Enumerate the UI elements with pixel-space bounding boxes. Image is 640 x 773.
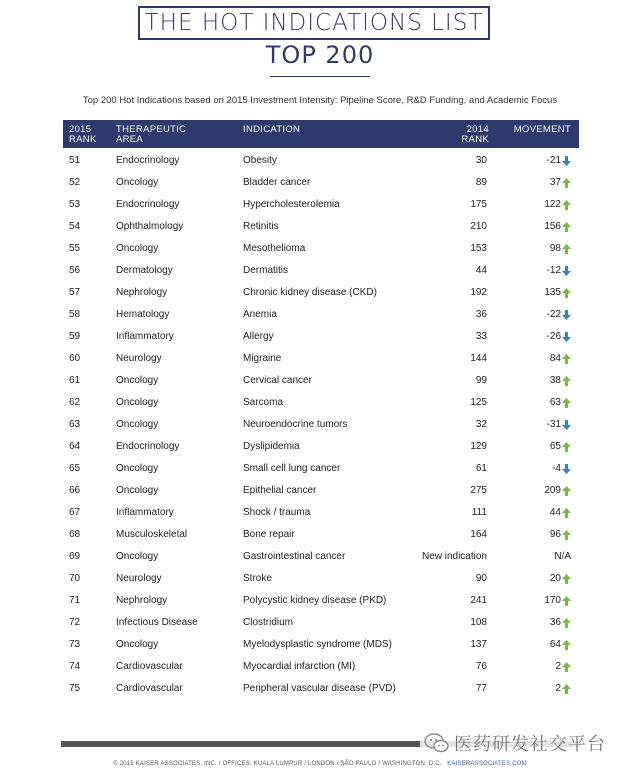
arrow-up-icon [562,222,571,232]
table-row [63,370,579,392]
rank-cell: 65 [69,463,81,474]
area-cell: Oncology [116,243,159,254]
table-row [63,282,579,304]
arrow-up-icon [562,640,571,650]
prev-rank-cell: 175 [470,199,487,210]
indication-cell: Migraine [243,353,282,364]
arrow-up-icon [562,244,571,254]
rank-cell: 53 [69,199,81,210]
footer [0,761,640,767]
prev-rank-cell: 129 [470,441,487,452]
prev-rank-cell: 61 [475,463,487,474]
prev-rank-cell: 44 [475,265,487,276]
movement-cell [550,375,571,386]
movement-cell [555,661,571,672]
watermark-text: 医药研发社交平台 [454,734,606,755]
banner-title-box [138,6,490,40]
indication-cell: Gastrointestinal cancer [243,551,346,562]
table-row [63,458,579,480]
table-row [63,194,579,216]
table-row [63,546,579,568]
table-row [63,304,579,326]
prev-rank-cell: 32 [475,419,487,430]
prev-rank-cell: 89 [475,177,487,188]
table-row [63,216,579,238]
movement-value: 37 [549,177,561,188]
area-cell: Infectious Disease [116,617,198,628]
rank-cell: 62 [69,397,81,408]
prev-rank-cell: 275 [470,485,487,496]
arrow-up-icon [562,398,571,408]
arrow-down-icon [562,266,571,276]
indication-cell: Peripheral vascular disease (PVD) [243,683,396,694]
movement-value: 2 [555,683,561,694]
indication-cell: Epithelial cancer [243,485,317,496]
area-cell: Cardiovascular [116,683,183,694]
table-row [63,260,579,282]
indication-cell: Small cell lung cancer [243,463,341,474]
arrow-down-icon [562,156,571,166]
rank-cell: 61 [69,375,81,386]
header-indication: INDICATION [243,124,301,135]
indication-cell: Allergy [243,331,274,342]
movement-cell [547,155,571,166]
indication-cell: Stroke [243,573,272,584]
table-header [63,120,579,148]
arrow-up-icon [562,486,571,496]
prev-rank-cell: 192 [470,287,487,298]
movement-cell [547,309,571,320]
indication-cell: Dermatitis [243,265,289,276]
movement-value: -26 [546,331,561,342]
movement-value: 122 [544,199,561,210]
arrow-up-icon [562,574,571,584]
movement-cell [550,507,571,518]
movement-cell [550,243,571,254]
banner-title: THE HOT INDICATIONS LIST [144,10,484,36]
arrow-up-icon [562,662,571,672]
area-cell: Endocrinology [116,155,180,166]
rank-cell: 57 [69,287,81,298]
movement-cell [550,617,571,628]
indication-cell: Dyslipidemia [243,441,300,452]
movement-value: -31 [546,419,561,430]
movement-value: 65 [549,441,561,452]
prev-rank-cell: 125 [470,397,487,408]
footer-text: © 2015 KAISER ASSOCIATES, INC. / OFFICES: KUALA LUMPUR / LONDON / SÃO PAULO / WASHINGTON, D.C. [113,761,442,767]
arrow-down-icon [562,464,571,474]
arrow-up-icon [562,200,571,210]
table-row [63,502,579,524]
movement-value: 36 [549,617,561,628]
movement-cell [550,177,571,188]
prev-rank-cell: 137 [470,639,487,650]
movement-cell [550,441,571,452]
table-row [63,436,579,458]
movement-cell [544,199,571,210]
area-cell: Endocrinology [116,199,180,210]
arrow-up-icon [562,442,571,452]
table-row [63,656,579,678]
movement-value: -4 [552,463,561,474]
movement-value: 38 [549,375,561,386]
prev-rank-cell: 241 [470,595,487,606]
header-prev-rank: 2014 RANK [461,124,489,145]
movement-cell [554,551,571,562]
movement-value: -21 [546,155,561,166]
movement-value: 64 [549,639,561,650]
rank-cell: 74 [69,661,81,672]
rank-cell: 63 [69,419,81,430]
arrow-up-icon [562,684,571,694]
movement-cell [550,353,571,364]
area-cell: Cardiovascular [116,661,183,672]
movement-value: 96 [549,529,561,540]
table-row [63,524,579,546]
table-row [63,414,579,436]
movement-cell [544,595,571,606]
main-title: TOP 200 [265,41,375,69]
arrow-up-icon [562,354,571,364]
area-cell: Oncology [116,485,159,496]
movement-cell [550,529,571,540]
rank-cell: 55 [69,243,81,254]
table-row [63,392,579,414]
rank-cell: 69 [69,551,81,562]
indication-cell: Sarcoma [243,397,284,408]
movement-value: 170 [544,595,561,606]
rank-cell: 68 [69,529,81,540]
header-area: THERAPEUTIC AREA [116,124,187,145]
area-cell: Oncology [116,375,159,386]
prev-rank-cell: 90 [475,573,487,584]
header-rank: 2015 RANK [69,124,97,145]
movement-cell [544,287,571,298]
prev-rank-cell: 99 [475,375,487,386]
prev-rank-cell: 36 [475,309,487,320]
header-movement: MOVEMENT [513,124,571,135]
area-cell: Oncology [116,551,159,562]
indication-cell: Chronic kidney disease (CKD) [243,287,377,298]
table-row [63,612,579,634]
prev-rank-cell: 144 [470,353,487,364]
title-underline [270,76,370,77]
movement-value: 98 [549,243,561,254]
table-row [63,150,579,172]
rank-cell: 60 [69,353,81,364]
movement-cell [550,397,571,408]
indication-cell: Neuroendocrine tumors [243,419,348,430]
rank-cell: 51 [69,155,81,166]
arrow-up-icon [562,288,571,298]
indication-cell: Clostridium [243,617,294,628]
table-row [63,326,579,348]
arrow-down-icon [562,310,571,320]
arrow-up-icon [562,508,571,518]
movement-cell [550,573,571,584]
movement-value: -12 [546,265,561,276]
rank-cell: 73 [69,639,81,650]
prev-rank-cell: 111 [471,507,487,518]
indication-cell: Bone repair [243,529,295,540]
indication-cell: Bladder cancer [243,177,311,188]
arrow-up-icon [562,376,571,386]
rank-cell: 66 [69,485,81,496]
prev-rank-cell: New indication [421,551,487,562]
movement-value: 2 [555,661,561,672]
prev-rank-cell: 108 [470,617,487,628]
arrow-up-icon [562,618,571,628]
area-cell: Endocrinology [116,441,180,452]
movement-value: 44 [549,507,561,518]
table-row [63,480,579,502]
rank-cell: 72 [69,617,81,628]
prev-rank-cell: 210 [470,221,487,232]
area-cell: Hematology [116,309,170,320]
prev-rank-cell: 30 [475,155,487,166]
rank-cell: 67 [69,507,81,518]
movement-value: 135 [544,287,561,298]
table-row [63,634,579,656]
area-cell: Oncology [116,177,159,188]
table-row [63,172,579,194]
table-body [63,150,579,700]
footer-url[interactable]: KAISERASSOCIATES.COM [447,761,527,767]
rank-cell: 58 [69,309,81,320]
prev-rank-cell: 77 [475,683,487,694]
arrow-down-icon [562,332,571,342]
rank-cell: 71 [69,595,81,606]
indication-cell: Shock / trauma [243,507,311,518]
movement-cell [544,221,571,232]
rank-cell: 64 [69,441,81,452]
indication-cell: Obesity [243,155,277,166]
movement-value: 209 [544,485,561,496]
indication-cell: Myelodysplastic syndrome (MDS) [243,639,392,650]
area-cell: Oncology [116,639,159,650]
subtitle: Top 200 Hot Indications based on 2015 Investment Intensity: Pipeline Score, R&D Funding, and Academic Focus [82,95,558,106]
table-row [63,590,579,612]
area-cell: Ophthalmology [116,221,184,232]
movement-value: 63 [549,397,561,408]
watermark [420,730,610,756]
prev-rank-cell: 164 [470,529,487,540]
rank-cell: 52 [69,177,81,188]
table-row [63,678,579,700]
table-row [63,348,579,370]
rank-cell: 59 [69,331,81,342]
movement-value: 156 [544,221,561,232]
table-row [63,568,579,590]
indication-cell: Hypercholesterolemia [243,199,340,210]
prev-rank-cell: 76 [475,661,487,672]
arrow-down-icon [562,420,571,430]
movement-value: -22 [546,309,561,320]
indication-cell: Mesothelioma [243,243,306,254]
area-cell: Oncology [116,463,159,474]
prev-rank-cell: 153 [470,243,487,254]
area-cell: Oncology [116,397,159,408]
indication-cell: Cervical cancer [243,375,312,386]
arrow-up-icon [562,178,571,188]
movement-value: 20 [549,573,561,584]
rank-cell: 56 [69,265,81,276]
movement-cell [544,485,571,496]
area-cell: Oncology [116,419,159,430]
area-cell: Musculoskeletal [116,529,188,540]
movement-cell [555,683,571,694]
indication-cell: Polycystic kidney disease (PKD) [243,595,387,606]
rank-cell: 70 [69,573,81,584]
movement-cell [547,331,571,342]
movement-cell [547,419,571,430]
arrow-up-icon [562,596,571,606]
indication-cell: Myocardial infarction (MI) [243,661,356,672]
movement-value: 84 [549,353,561,364]
table-row [63,238,579,260]
movement-cell [547,265,571,276]
movement-value: N/A [554,551,571,562]
prev-rank-cell: 33 [475,331,487,342]
area-cell: Dermatology [116,265,173,276]
indication-cell: Anemia [243,309,277,320]
indication-cell: Retinitis [243,221,279,232]
area-cell: Nephrology [116,595,168,606]
movement-cell [550,639,571,650]
area-cell: Inflammatory [116,331,174,342]
area-cell: Neurology [116,353,162,364]
movement-cell [552,463,571,474]
area-cell: Neurology [116,573,162,584]
rank-cell: 54 [69,221,81,232]
area-cell: Nephrology [116,287,168,298]
rank-cell: 75 [69,683,81,694]
area-cell: Inflammatory [116,507,174,518]
wechat-icon [424,732,450,754]
arrow-up-icon [562,530,571,540]
